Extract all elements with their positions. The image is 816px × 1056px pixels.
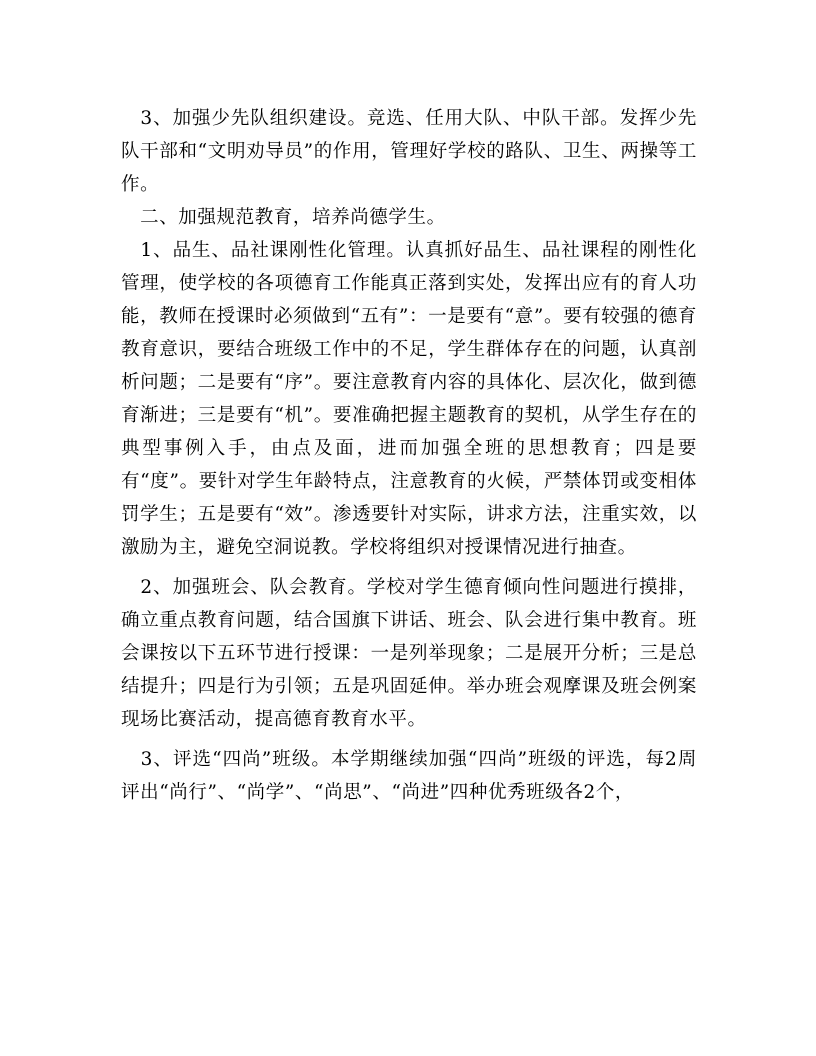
paragraph-class-meeting-education: 2、加强班会、队会教育。学校对学生德育倾向性问题进行摸排，确立重点教育问题，结合国旗下讲话、班会、队会进行集中教育。班会课按以下五环节进行授课：一是列举现象；二是展开分析；三是总结提升；四是行为引领；五是巩固延伸。举办班会观摩课及班会例案现场比赛活动，提高德育教育水平。 [121, 577, 697, 730]
paragraph-moral-course-management: 1、品生、品社课刚性化管理。认真抓好品生、品社课程的刚性化管理，使学校的各项德育工作能真正落到实处，发挥出应有的育人功能，教师在授课时必须做到“五有”：一是要有“意”。要有较强的德育教育意识，要结合班级工作中的不足，学生群体存在的问题，认真剖析问题；二是要有“序”。要注意教育内容的具体化、层次化，做到德育渐进；三是要有“机”。要准确把握主题教育的契机，从学生存在的典型事例入手，由点及面，进而加强全班的思想教育；四是要有“度”。要针对学生年龄特点，注意教育的火候，严禁体罚或变相体罚学生；五是要有“效”。渗透要针对实际，讲求方法，注重实效，以激励为主，避免空洞说教。学校将组织对授课情况进行抽查。 [121, 240, 697, 558]
section-heading-standard-education: 二、加强规范教育，培养尚德学生。 [121, 207, 446, 228]
paragraph-youth-pioneer-team: 3、加强少先队组织建设。竞选、任用大队、中队干部。发挥少先队干部和“文明劝导员”的作用，管理好学校的路队、卫生、两操等工作。 [121, 108, 697, 195]
document-body [121, 102, 697, 809]
paragraph-four-virtues-class: 3、评选“四尚”班级。本学期继续加强“四尚”班级的评选，每2周评出“尚行”、“尚学”、“尚思”、“尚进”四种优秀班级各2个， [121, 749, 697, 803]
